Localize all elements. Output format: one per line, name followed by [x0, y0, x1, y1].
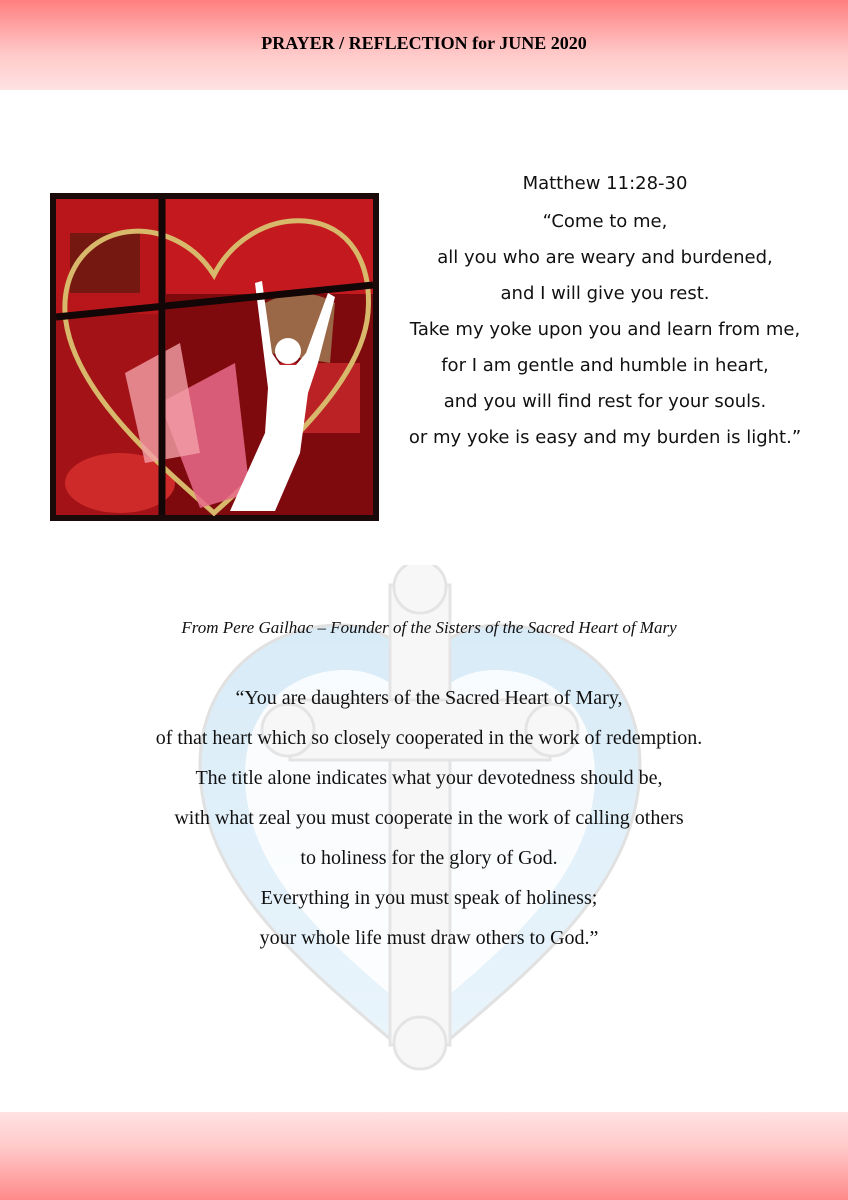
quote-line: with what zeal you must cooperate in the work of calling others — [174, 807, 684, 829]
scripture-line: and you will find rest for your souls. — [443, 391, 767, 412]
page-title: PRAYER / REFLECTION for JUNE 2020 — [261, 33, 587, 53]
quote-line: The title alone indicates what your devotedness should be, — [195, 767, 663, 789]
quote-line: your whole life must draw others to God.” — [259, 927, 599, 949]
scripture-line: “Come to me, — [542, 211, 668, 232]
quote-line: Everything in you must speak of holiness; — [260, 887, 598, 909]
footer-band — [0, 1112, 848, 1200]
quote-line: “You are daughters of the Sacred Heart of Mary, — [235, 687, 623, 709]
scripture-line: all you who are weary and burdened, — [437, 247, 773, 268]
quote-line: of that heart which so closely cooperated in the work of redemption. — [155, 727, 703, 749]
quote-line: to holiness for the glory of God. — [300, 847, 558, 869]
scripture-line: Take my yoke upon you and learn from me, — [409, 319, 801, 340]
scripture-line: and I will give you rest. — [500, 283, 710, 304]
scripture-passage — [400, 172, 810, 462]
scripture-line: or my yoke is easy and my burden is light.” — [408, 427, 802, 448]
scripture-reference: Matthew 11:28-30 — [522, 173, 688, 194]
scripture-line: for I am gentle and humble in heart, — [441, 355, 769, 376]
quote-attribution: From Pere Gailhac – Founder of the Sisters of the Sacred Heart of Mary — [181, 618, 677, 637]
sacred-heart-artwork — [50, 193, 379, 521]
gailhac-quote — [0, 678, 848, 958]
